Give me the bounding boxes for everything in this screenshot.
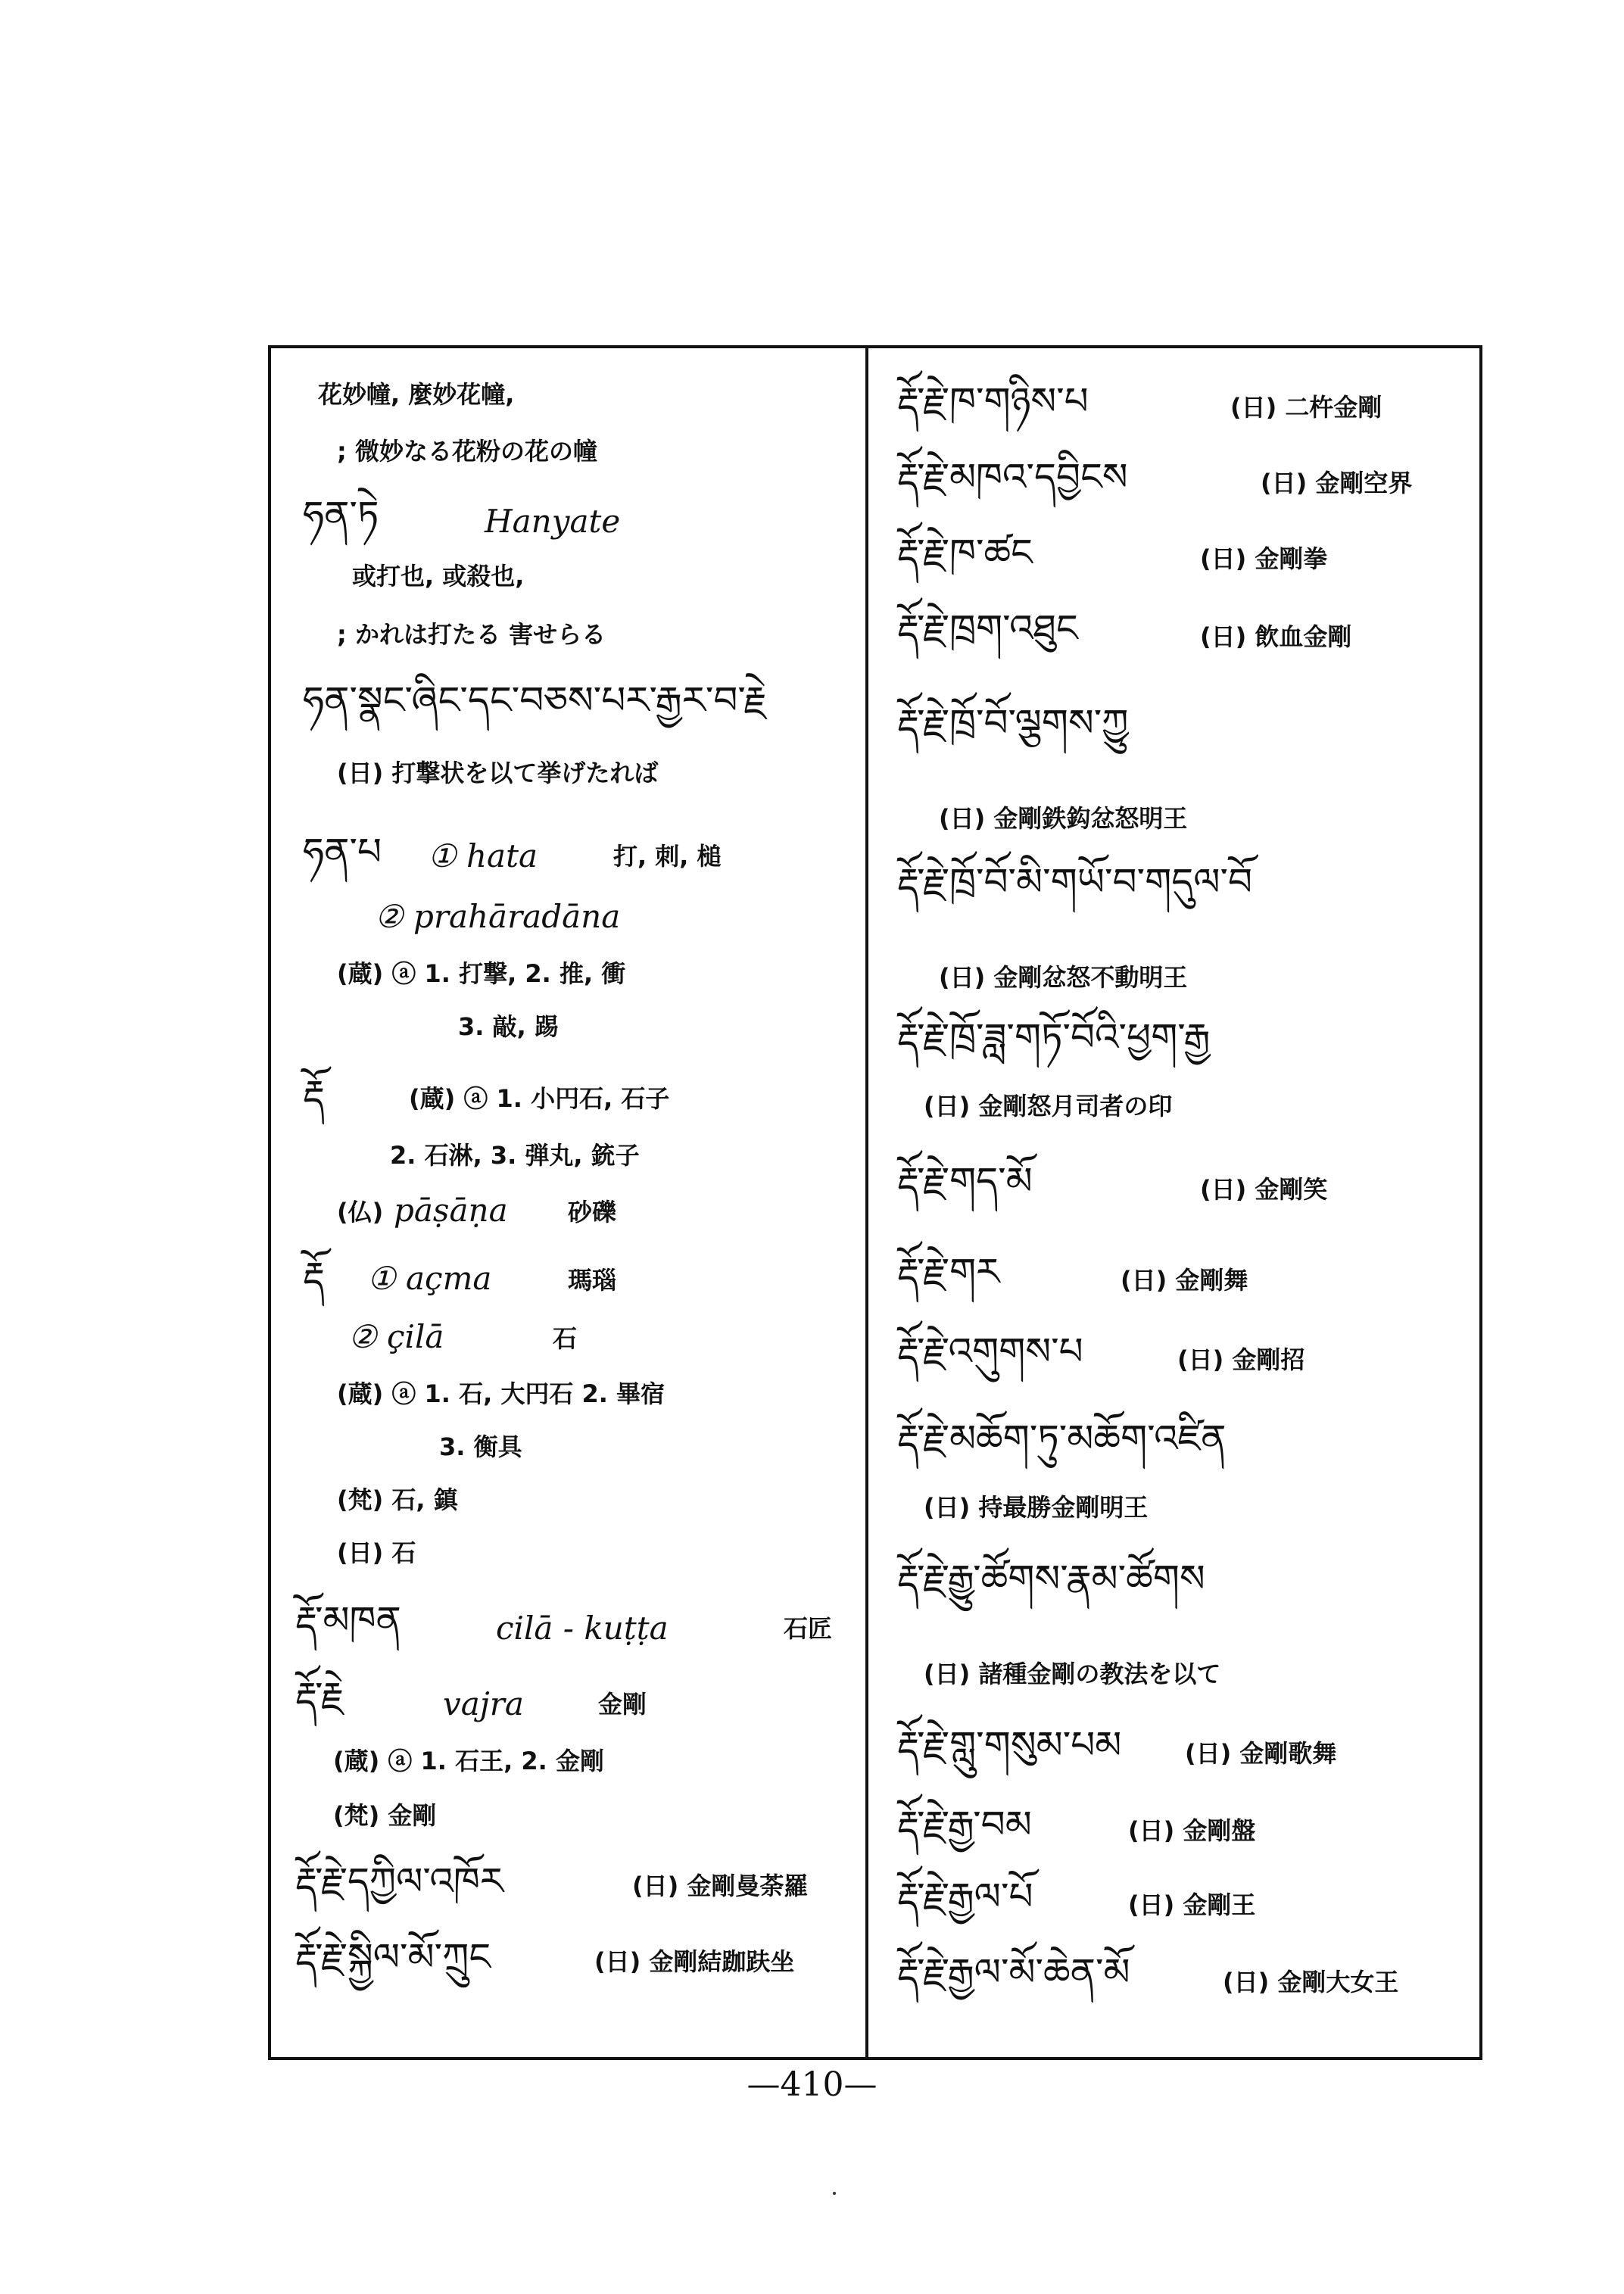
right-entry-tibetan-term: རྡོ་རྗེ་ཁྲོ་བོ་མི་གཡོ་བ་གདུལ་བོ: [897, 860, 1253, 904]
left-entry-sanskrit-term: ① hata: [428, 837, 538, 874]
left-entry-sanskrit-term: ② çilā: [348, 1318, 444, 1355]
page-number: —410—: [747, 2065, 877, 2104]
right-entry-gloss: (日) 金剛笑: [1200, 1175, 1328, 1204]
left-entry-sanskrit-term: pāṣāṇa: [394, 1192, 508, 1229]
right-entry-gloss: (日) 金剛招: [1177, 1345, 1305, 1374]
left-entry-gloss: (日) 金剛曼荼羅: [632, 1872, 809, 1900]
left-entry-gloss: (梵) 石, 鎮: [337, 1485, 458, 1514]
right-entry-gloss: (日) 金剛忿怒不動明王: [939, 963, 1188, 992]
right-entry-tibetan-term: རྡོ་རྗེ་རྒྱ་བམ: [897, 1803, 1032, 1847]
right-entry-tibetan-term: རྡོ་རྗེ་འགུགས་པ: [897, 1329, 1083, 1373]
left-entry-tibetan-term: ཧན་པ: [303, 830, 382, 874]
right-entry-tibetan-term: རྡོ་རྗེ་རྒྱལ་མོ་ཆེན་མོ: [897, 1950, 1130, 1994]
left-entry-sanskrit-term: ① açma: [367, 1260, 492, 1297]
left-entry-tibetan-term: རྡོ་རྗེ: [295, 1674, 344, 1718]
right-entry-tibetan-term: རྡོ་རྗེ་ཁྲོ་ཟླ་གཏོ་བོའི་ཕྱག་རྒྱ: [897, 1015, 1211, 1059]
right-entry-gloss: (日) 金剛舞: [1121, 1266, 1248, 1295]
right-entry-tibetan-term: རྡོ་རྗེ་མཆོག་ཏུ་མཆོག་འཛིན: [897, 1417, 1227, 1460]
left-entry-gloss: (日) 石: [337, 1538, 416, 1567]
left-entry-gloss: 砂礫: [568, 1198, 617, 1226]
left-entry-tibetan-term: རྡོ་མཁན: [295, 1598, 401, 1642]
left-entry-sanskrit-term: ② prahāradāna: [375, 898, 621, 935]
right-entry-gloss: (日) 金剛怒月司者の印: [924, 1092, 1173, 1121]
right-entry-tibetan-term: རྡོ་རྗེ་རྒྱུ་ཚོགས་རྣམ་ཚོགས: [897, 1557, 1205, 1601]
right-entry-tibetan-term: རྡོ་རྗེ་གླུ་གསུམ་པམ: [897, 1723, 1122, 1767]
left-entry-gloss: 或打也, 或殺也,: [352, 562, 525, 591]
right-entry-gloss: (日) 金剛歌舞: [1185, 1739, 1337, 1768]
left-entry-tibetan-term: ཧན་ཏེ: [303, 493, 379, 537]
right-entry-gloss: (日) 持最勝金剛明王: [924, 1493, 1149, 1522]
right-entry-tibetan-term: རྡོ་རྗེ་ཁ་གཉིས་པ: [897, 379, 1089, 423]
right-entry-tibetan-term: རྡོ་རྗེ་ཁྲག་འཐུང: [897, 606, 1078, 650]
scan-speck: [833, 2192, 836, 2195]
right-column: [882, 356, 1473, 2052]
left-entry-gloss: (蔵) ⓐ 1. 石, 大円石 2. 畢宿: [337, 1379, 665, 1408]
left-entry-gloss: ; かれは打たる 害せらる: [337, 620, 606, 649]
left-entry-gloss: 3. 衡具: [439, 1432, 522, 1461]
left-entry-tibetan-term: རྡོ: [303, 1254, 325, 1298]
right-entry-tibetan-term: རྡོ་རྗེ་ཁྲོ་བོ་ལྕགས་ཀྱུ: [897, 701, 1129, 745]
left-entry-gloss: 打, 刺, 槌: [613, 842, 722, 871]
left-entry-gloss: 花妙幢, 麼妙花幢,: [318, 380, 515, 409]
left-entry-tibetan-term: ཧན་སྣང་ཞིང་དང་བཅས་པར་རྒྱར་བ་རྗེ: [303, 678, 767, 722]
right-entry-gloss: (日) 金剛王: [1128, 1890, 1256, 1919]
right-entry-gloss: (日) 金剛空界: [1261, 469, 1413, 497]
right-entry-tibetan-term: རྡོ་རྗེ་ཁ་ཚང: [897, 531, 1033, 575]
left-entry-gloss: ; 微妙なる花粉の花の幢: [337, 437, 597, 466]
left-entry-gloss: (日) 打撃状を以て挙げたれば: [337, 759, 659, 787]
right-entry-tibetan-term: རྡོ་རྗེ་གད་མོ: [897, 1159, 1033, 1203]
left-entry-gloss: (蔵) ⓐ 1. 石王, 2. 金剛: [333, 1747, 604, 1775]
left-entry-sanskrit-term: cilā - kuṭṭa: [496, 1610, 669, 1647]
left-entry-gloss: 瑪瑙: [568, 1266, 617, 1295]
right-entry-gloss: (日) 金剛鉄鈎忿怒明王: [939, 804, 1188, 833]
left-entry-sanskrit-term: vajra: [443, 1685, 524, 1722]
left-entry-tibetan-term: རྡོ: [303, 1072, 325, 1116]
right-entry-gloss: (日) 二杵金剛: [1230, 393, 1382, 422]
left-entry-gloss: 2. 石淋, 3. 弾丸, 銃子: [390, 1141, 640, 1170]
right-entry-gloss: (日) 金剛盤: [1128, 1816, 1256, 1845]
left-entry-gloss: 金剛: [598, 1690, 647, 1719]
left-entry-gloss: (仏): [337, 1198, 384, 1226]
right-entry-tibetan-term: རྡོ་རྗེ་མཁའ་དབྱིངས: [897, 455, 1128, 499]
left-entry-tibetan-term: རྡོ་རྗེ་དཀྱིལ་འཁོར: [295, 1859, 504, 1903]
left-entry-gloss: (梵) 金剛: [333, 1801, 437, 1830]
left-entry-gloss: (蔵) ⓐ 1. 打撃, 2. 推, 衝: [337, 959, 626, 988]
left-entry-gloss: (蔵) ⓐ 1. 小円石, 石子: [409, 1084, 670, 1113]
left-entry-gloss: 3. 敲, 踢: [458, 1012, 559, 1041]
left-entry-gloss: 石: [553, 1324, 578, 1353]
left-entry-tibetan-term: རྡོ་རྗེ་སྐྱིལ་མོ་ཀྲུང: [295, 1935, 491, 1979]
right-entry-tibetan-term: རྡོ་རྗེ་རྒྱལ་པོ: [897, 1875, 1033, 1918]
right-entry-gloss: (日) 諸種金剛の教法を以て: [924, 1660, 1221, 1688]
left-entry-gloss: 石匠: [784, 1614, 833, 1643]
right-entry-tibetan-term: རྡོ་རྗེ་གར: [897, 1250, 1000, 1294]
left-entry-sanskrit-term: Hanyate: [485, 503, 621, 540]
left-entry-gloss: (日) 金剛結跏趺坐: [594, 1947, 795, 1976]
right-entry-gloss: (日) 飲血金剛: [1200, 622, 1352, 651]
left-column: [280, 356, 856, 2052]
right-entry-gloss: (日) 金剛拳: [1200, 544, 1328, 573]
column-divider: [865, 345, 868, 2060]
right-entry-gloss: (日) 金剛大女王: [1223, 1968, 1399, 1996]
